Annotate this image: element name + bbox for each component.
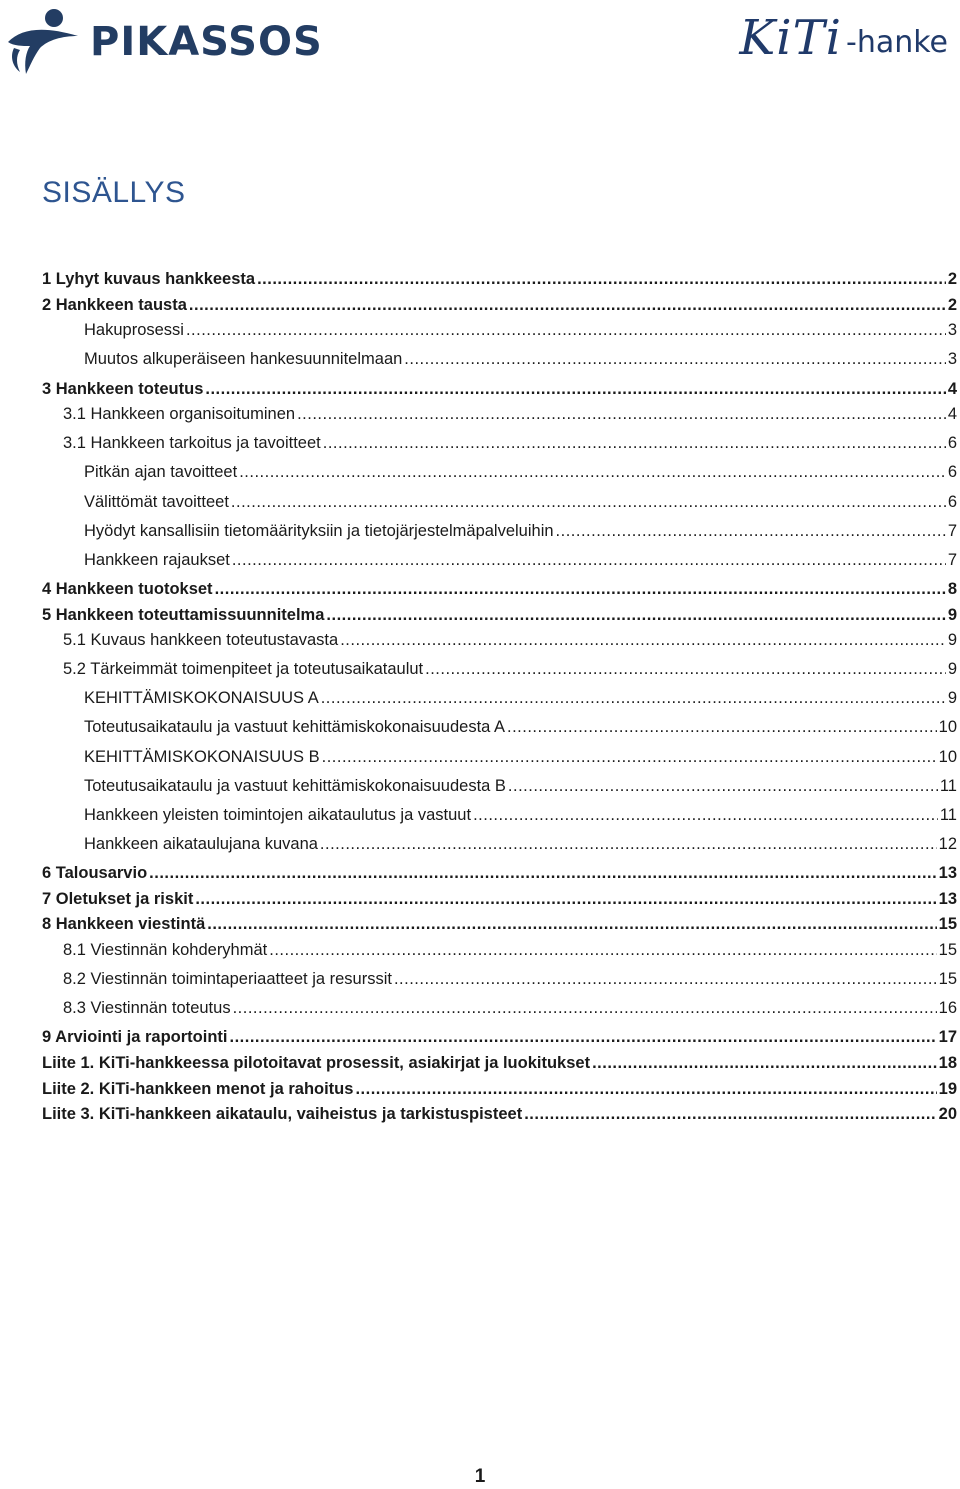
toc-entry[interactable] bbox=[42, 777, 957, 806]
toc-leader-dots bbox=[322, 748, 937, 767]
toc-leader-dots bbox=[207, 915, 936, 934]
toc-leader-dots bbox=[556, 522, 946, 541]
toc-leader-dots bbox=[592, 1054, 937, 1073]
toc-entry-page: 2 bbox=[947, 295, 957, 314]
toc-entry-page: 13 bbox=[938, 889, 957, 908]
toc-entry[interactable] bbox=[42, 660, 957, 689]
toc-entry[interactable] bbox=[42, 380, 957, 406]
toc-leader-dots bbox=[230, 1028, 937, 1047]
toc-entry-label: 1 Lyhyt kuvaus hankkeesta bbox=[42, 270, 256, 288]
toc-entry-label: 8.1 Viestinnän kohderyhmät bbox=[63, 941, 268, 959]
toc-entry[interactable] bbox=[42, 405, 957, 434]
toc-leader-dots bbox=[404, 350, 946, 369]
toc-entry-page: 19 bbox=[938, 1079, 957, 1098]
toc-entry-page: 10 bbox=[938, 747, 957, 766]
toc-entry[interactable] bbox=[42, 915, 957, 941]
toc-entry[interactable] bbox=[42, 748, 957, 777]
toc-entry-page: 9 bbox=[947, 660, 957, 679]
toc-entry-label: KEHITTÄMISKOKONAISUUS B bbox=[84, 747, 320, 766]
toc-entry-page: 12 bbox=[938, 834, 957, 853]
table-of-contents bbox=[42, 270, 957, 1131]
toc-entry[interactable] bbox=[42, 1028, 957, 1054]
toc-leader-dots bbox=[195, 890, 936, 909]
toc-entry-label: 5.1 Kuvaus hankkeen toteutustavasta bbox=[63, 631, 339, 650]
toc-entry-page: 11 bbox=[939, 805, 957, 824]
toc-entry-page: 9 bbox=[947, 605, 957, 624]
toc-entry-page: 3 bbox=[947, 321, 957, 340]
toc-entry-label: 9 Arviointi ja raportointi bbox=[42, 1028, 228, 1047]
toc-entry-page: 20 bbox=[938, 1105, 957, 1124]
toc-leader-dots bbox=[323, 434, 946, 453]
toc-entry[interactable] bbox=[42, 321, 957, 350]
toc-entry[interactable] bbox=[42, 1054, 957, 1080]
toc-entry-label: 3.1 Hankkeen organisoituminen bbox=[63, 405, 296, 424]
pikassos-figure-icon bbox=[4, 6, 82, 76]
toc-entry[interactable] bbox=[42, 463, 957, 492]
toc-entry-label: 2 Hankkeen tausta bbox=[42, 295, 187, 314]
toc-entry-label: Hankkeen rajaukset bbox=[84, 550, 230, 569]
toc-leader-dots bbox=[257, 270, 946, 289]
toc-entry-label: Pitkän ajan tavoitteet bbox=[84, 463, 238, 482]
toc-entry-page: 15 bbox=[938, 941, 957, 959]
toc-entry-label: Välittömät tavoitteet bbox=[84, 492, 229, 511]
toc-leader-dots bbox=[233, 999, 937, 1018]
toc-entry-label: 8.3 Viestinnän toteutus bbox=[63, 999, 231, 1018]
toc-entry-page: 6 bbox=[947, 492, 957, 511]
toc-leader-dots bbox=[473, 806, 938, 825]
toc-entry-page: 9 bbox=[947, 689, 957, 708]
toc-entry[interactable] bbox=[42, 1105, 957, 1131]
toc-entry-page: 4 bbox=[947, 405, 957, 424]
toc-entry[interactable] bbox=[42, 806, 957, 835]
hanke-logo-text: -hanke bbox=[846, 25, 948, 60]
toc-entry-label: Hakuprosessi bbox=[84, 321, 184, 340]
toc-entry-label: Hankkeen aikataulujana kuvana bbox=[84, 834, 318, 853]
toc-entry-page: 6 bbox=[947, 463, 957, 482]
toc-entry-page: 10 bbox=[938, 718, 957, 737]
toc-entry-page: 11 bbox=[939, 776, 957, 795]
toc-entry-page: 15 bbox=[938, 970, 957, 989]
toc-entry-label: Hyödyt kansallisiin tietomäärityksiin ja tietojärjestelmäpalveluihin bbox=[84, 521, 554, 540]
toc-leader-dots bbox=[205, 380, 945, 399]
toc-entry-page: 4 bbox=[947, 379, 957, 398]
toc-leader-dots bbox=[232, 551, 946, 570]
toc-entry-page: 7 bbox=[947, 521, 957, 540]
toc-leader-dots bbox=[507, 718, 937, 737]
toc-entry[interactable] bbox=[42, 580, 957, 606]
toc-leader-dots bbox=[355, 1080, 936, 1099]
toc-entry[interactable] bbox=[42, 718, 957, 747]
toc-entry[interactable] bbox=[42, 522, 957, 551]
toc-entry[interactable] bbox=[42, 835, 957, 864]
pikassos-logo-text: PIKASSOS bbox=[90, 19, 323, 65]
toc-entry-label: Hankkeen yleisten toimintojen aikataulutus ja vastuut bbox=[84, 805, 472, 824]
toc-leader-dots bbox=[215, 580, 946, 599]
toc-entry[interactable] bbox=[42, 864, 957, 890]
toc-entry-label: 8 Hankkeen viestintä bbox=[42, 915, 206, 934]
pikassos-logo bbox=[4, 6, 323, 76]
toc-leader-dots bbox=[297, 405, 946, 424]
toc-entry-label: 8.2 Viestinnän toimintaperiaatteet ja resurssit bbox=[63, 970, 392, 989]
toc-entry-label: 3 Hankkeen toteutus bbox=[42, 379, 204, 398]
page-number: 1 bbox=[474, 1466, 486, 1487]
toc-leader-dots bbox=[524, 1105, 936, 1124]
toc-leader-dots bbox=[231, 493, 946, 512]
toc-leader-dots bbox=[340, 631, 946, 650]
toc-entry-page: 18 bbox=[938, 1053, 957, 1072]
kiti-logo-text: KiTi bbox=[739, 10, 842, 66]
toc-leader-dots bbox=[425, 660, 946, 679]
toc-entry-label: Liite 2. KiTi-hankkeen menot ja rahoitus bbox=[42, 1079, 354, 1098]
toc-leader-dots bbox=[239, 463, 946, 482]
toc-entry[interactable] bbox=[42, 296, 957, 322]
toc-leader-dots bbox=[326, 606, 945, 625]
toc-title: SISÄLLYS bbox=[42, 176, 186, 209]
toc-entry-label: KEHITTÄMISKOKONAISUUS A bbox=[84, 689, 319, 708]
toc-entry-page: 2 bbox=[947, 270, 957, 288]
toc-entry-label: Liite 3. KiTi-hankkeen aikataulu, vaiheistus ja tarkistuspisteet bbox=[42, 1105, 523, 1124]
toc-entry-page: 13 bbox=[938, 863, 957, 882]
toc-entry[interactable] bbox=[42, 551, 957, 580]
toc-entry[interactable] bbox=[42, 350, 957, 379]
toc-leader-dots bbox=[186, 321, 946, 340]
toc-entry-label: Toteutusaikataulu ja vastuut kehittämiskokonaisuudesta B bbox=[84, 776, 506, 795]
toc-entry[interactable] bbox=[42, 631, 957, 660]
toc-entry-label: 6 Talousarvio bbox=[42, 863, 148, 882]
toc-leader-dots bbox=[508, 777, 938, 796]
toc-entry[interactable] bbox=[42, 493, 957, 522]
toc-entry-label: Muutos alkuperäiseen hankesuunnitelmaan bbox=[84, 350, 403, 369]
toc-entry-label: 7 Oletukset ja riskit bbox=[42, 889, 194, 908]
toc-entry-label: 5.2 Tärkeimmät toimenpiteet ja toteutusaikataulut bbox=[63, 660, 424, 679]
toc-entry[interactable] bbox=[42, 434, 957, 463]
toc-leader-dots bbox=[320, 835, 937, 854]
toc-entry-label: 4 Hankkeen tuotokset bbox=[42, 579, 213, 598]
toc-entry[interactable] bbox=[42, 970, 957, 999]
toc-leader-dots bbox=[149, 864, 936, 883]
toc-entry[interactable] bbox=[42, 999, 957, 1028]
toc-entry-page: 17 bbox=[938, 1028, 957, 1047]
toc-entry[interactable] bbox=[42, 606, 957, 632]
toc-entry-page: 3 bbox=[947, 350, 957, 369]
toc-entry-page: 9 bbox=[947, 631, 957, 650]
toc-entry-page: 7 bbox=[947, 550, 957, 569]
toc-entry-label: 5 Hankkeen toteuttamissuunnitelma bbox=[42, 605, 325, 624]
toc-entry[interactable] bbox=[42, 941, 957, 970]
toc-entry[interactable] bbox=[42, 689, 957, 718]
toc-entry-page: 6 bbox=[947, 434, 957, 453]
toc-leader-dots bbox=[321, 689, 946, 708]
toc-leader-dots bbox=[189, 296, 946, 315]
toc-entry-label: 3.1 Hankkeen tarkoitus ja tavoitteet bbox=[63, 434, 321, 453]
toc-entry[interactable] bbox=[42, 890, 957, 916]
toc-leader-dots bbox=[394, 970, 937, 989]
toc-entry-label: Liite 1. KiTi-hankkeessa pilotoitavat prosessit, asiakirjat ja luokitukset bbox=[42, 1053, 591, 1072]
toc-entry[interactable] bbox=[42, 270, 957, 296]
toc-entry-page: 8 bbox=[947, 579, 957, 598]
kiti-hanke-logo bbox=[739, 10, 948, 66]
toc-leader-dots bbox=[269, 941, 936, 960]
toc-entry-page: 16 bbox=[938, 999, 957, 1018]
toc-entry[interactable] bbox=[42, 1080, 957, 1106]
toc-entry-label: Toteutusaikataulu ja vastuut kehittämiskokonaisuudesta A bbox=[84, 718, 506, 737]
page-header bbox=[0, 0, 960, 90]
toc-entry-page: 15 bbox=[938, 915, 957, 934]
